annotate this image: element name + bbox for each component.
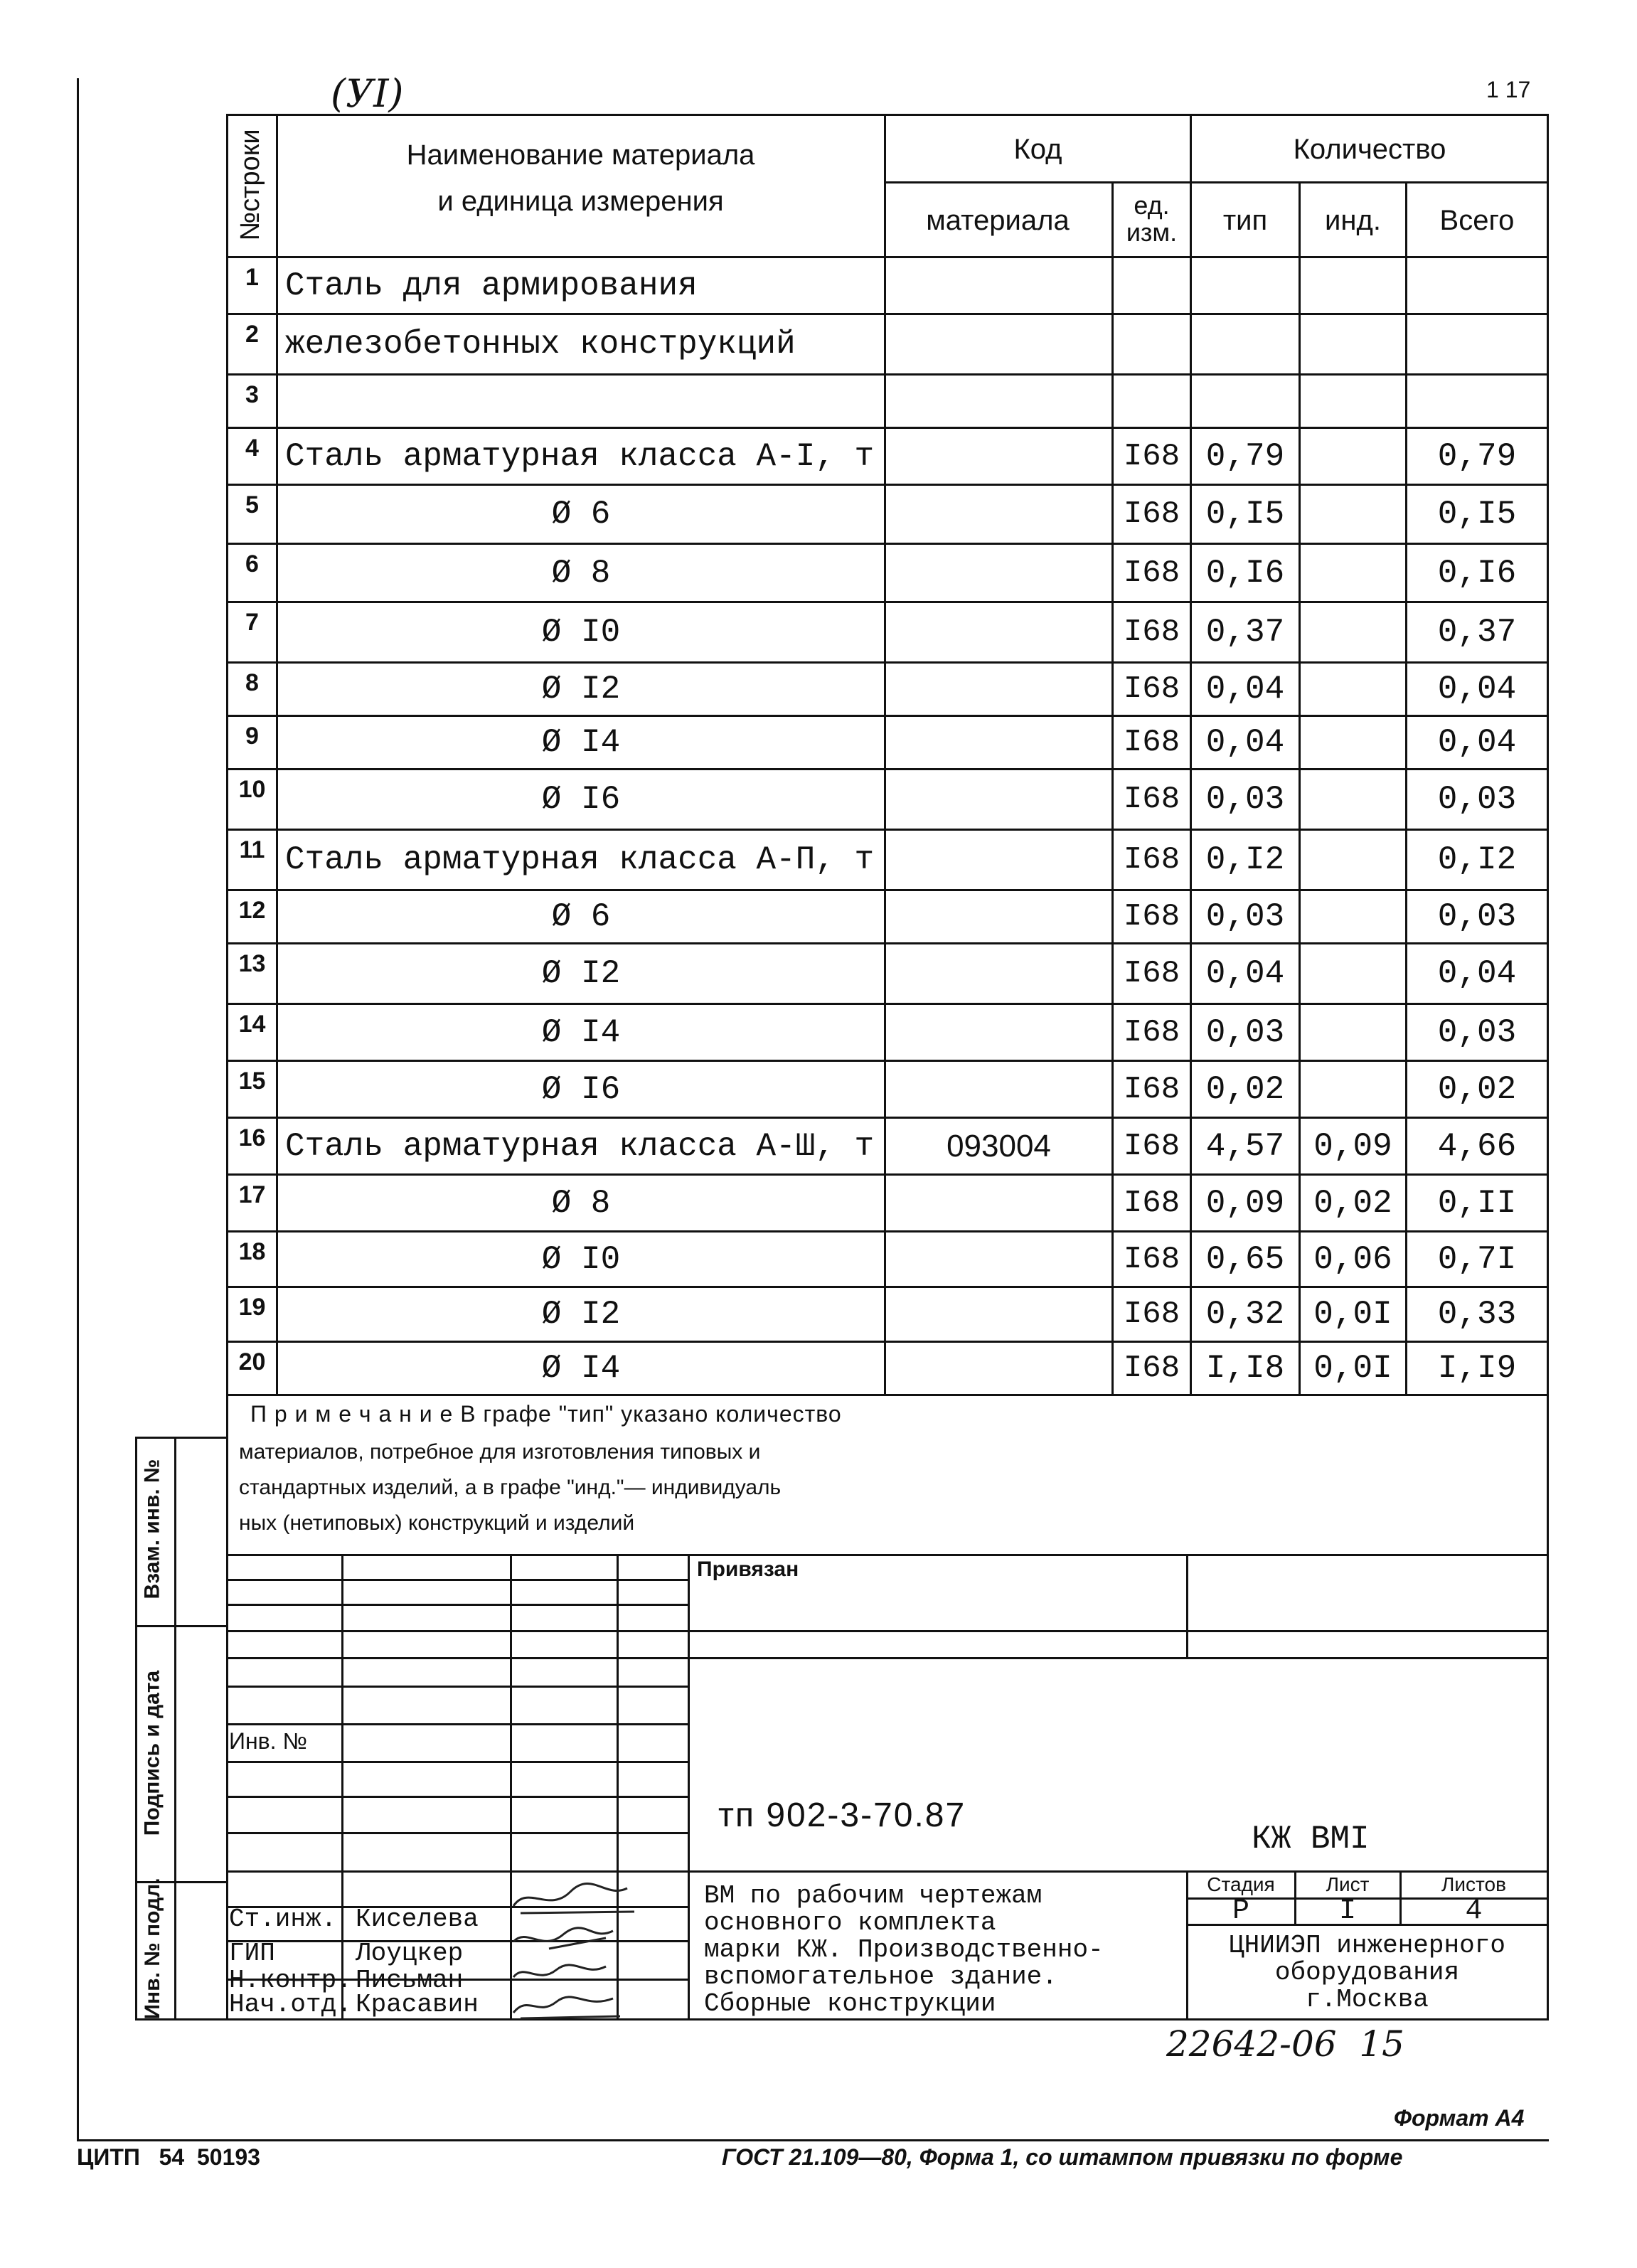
stage-label: Стадия	[1207, 1873, 1275, 1895]
row-qty-type: 0,32	[1205, 1296, 1285, 1333]
header-qty-total: Всего	[1439, 204, 1515, 236]
row-name: Сталь для армирования	[285, 267, 698, 304]
row-qty-total: 0,I5	[1437, 496, 1517, 533]
stamp-col-privyazan	[1186, 1554, 1188, 1657]
row-unit: I68	[1123, 1185, 1180, 1221]
title-line: вспомогательное здание.	[704, 1962, 1057, 1991]
stamp-row-8	[226, 1796, 688, 1798]
sheet-label: (УI)	[331, 71, 404, 116]
side-strip-top	[135, 1437, 226, 1439]
header-qty-type: тип	[1222, 204, 1268, 236]
row-code	[886, 1288, 1111, 1341]
row-qty-ind	[1301, 429, 1405, 484]
row-number: 9	[245, 723, 259, 750]
row-name: Ø I2	[541, 1296, 621, 1333]
row-unit: I68	[1123, 1128, 1180, 1164]
row-number: 4	[245, 435, 259, 462]
row-number: 13	[238, 950, 266, 977]
stamp-row-6	[226, 1723, 688, 1725]
signer-name: Письман	[356, 1966, 464, 1995]
signature-kiseleva	[513, 1884, 634, 1913]
row-qty-type: 0,03	[1205, 781, 1285, 818]
row-qty-type: 0,79	[1205, 437, 1285, 475]
row-unit: I68	[1123, 1297, 1180, 1332]
sheet-value: I	[1338, 1895, 1356, 1927]
row-qty-type: 0,03	[1205, 1013, 1285, 1051]
row-number: 7	[245, 609, 259, 636]
row-code	[886, 486, 1111, 543]
row-unit	[1114, 315, 1190, 373]
row-qty-ind: 0,09	[1313, 1127, 1392, 1165]
row-qty-ind	[1301, 486, 1405, 543]
row-qty-type: 4,57	[1205, 1127, 1285, 1165]
row-qty-ind	[1301, 944, 1405, 1003]
signer-role: Ст.инж.	[229, 1905, 337, 1934]
row-number: 5	[245, 491, 259, 518]
row-qty-total: 0,7I	[1437, 1240, 1517, 1278]
note-line-3: стандартных изделий, а в графе "инд."— индивидуаль	[239, 1476, 782, 1499]
row-unit: I68	[1123, 956, 1180, 991]
row-number: 6	[245, 550, 259, 577]
row-name: Ø I4	[541, 724, 621, 761]
header-code-unit: ед. изм.	[1126, 191, 1178, 247]
row-name: Ø I6	[541, 1070, 621, 1108]
row-unit: I68	[1123, 1241, 1180, 1277]
row-name: Ø 6	[551, 898, 611, 935]
org-line: г.Москва	[1306, 1985, 1429, 2014]
row-qty-total	[1407, 258, 1547, 313]
table-right	[1547, 114, 1549, 1394]
stamp-row-2	[226, 1604, 688, 1606]
row-unit: I68	[1123, 782, 1180, 817]
row-qty-total: 0,79	[1437, 437, 1517, 475]
row-qty-ind: 0,06	[1313, 1240, 1392, 1278]
row-name: Ø 8	[551, 554, 611, 592]
row-code	[886, 944, 1111, 1003]
row-number: 2	[245, 321, 259, 348]
stamp-row-1	[226, 1579, 688, 1581]
privyazan-label: Привязан	[697, 1558, 799, 1581]
drawing-mark: КЖ ВМI	[1252, 1821, 1370, 1858]
signature-krasavin	[513, 1997, 620, 2018]
row-qty-type: 0,02	[1205, 1070, 1285, 1108]
stamp-row-7	[226, 1761, 688, 1763]
inv-no-label: Инв. №	[229, 1728, 307, 1754]
row-qty-total: 4,66	[1437, 1127, 1517, 1165]
signer-role: Н.контр.	[229, 1966, 352, 1995]
row-qty-total: 0,03	[1437, 1013, 1517, 1051]
row-unit	[1114, 258, 1190, 313]
row-qty-total: 0,03	[1437, 781, 1517, 818]
row-qty-type: 0,37	[1205, 614, 1285, 651]
row-qty-total: I,I9	[1437, 1350, 1517, 1387]
table-top	[226, 114, 1549, 116]
stamp-left	[226, 1394, 228, 2020]
row-code	[886, 717, 1111, 768]
row-qty-ind	[1301, 717, 1405, 768]
row-qty-ind: 0,0I	[1313, 1296, 1392, 1333]
side-strip-left	[135, 1437, 137, 2020]
row-unit	[1114, 376, 1190, 427]
row-qty-type: 0,04	[1205, 671, 1285, 708]
row-number: 19	[238, 1294, 266, 1321]
row-qty-total: 0,02	[1437, 1070, 1517, 1108]
signature-pisman	[513, 1965, 606, 1977]
row-qty-total: 0,04	[1437, 955, 1517, 992]
row-code	[886, 831, 1111, 889]
row-name: Ø I6	[541, 781, 621, 818]
org-line: оборудования	[1274, 1958, 1460, 1987]
row-name: Ø I0	[541, 614, 621, 651]
title-line: ВМ по рабочим чертежам	[704, 1881, 1043, 1910]
row-qty-total: 0,I2	[1437, 841, 1517, 878]
row-qty-total: 0,03	[1437, 898, 1517, 935]
row-qty-total: 0,04	[1437, 724, 1517, 761]
row-code	[886, 603, 1111, 661]
row-qty-type: 0,03	[1205, 898, 1285, 935]
row-number: 3	[245, 381, 259, 408]
row-name: Ø 8	[551, 1184, 611, 1222]
signature-loutsker	[513, 1928, 613, 1949]
row-qty-ind	[1301, 1005, 1405, 1060]
side-label-vzam: Взам. инв. №	[140, 1459, 164, 1599]
row-code	[886, 258, 1111, 313]
row-qty-type: 0,I6	[1205, 554, 1285, 592]
corner-mark: 1 17	[1486, 77, 1531, 102]
format-label: Формат А4	[1394, 2105, 1525, 2131]
row-qty-ind	[1301, 545, 1405, 601]
header-name-line1: Наименование материала	[406, 139, 755, 171]
stage-value: Р	[1232, 1895, 1249, 1927]
row-qty-ind	[1301, 315, 1405, 373]
row-number: 17	[238, 1181, 266, 1208]
title-line: марки КЖ. Производственно-	[704, 1935, 1104, 1964]
signer-name: Красавин	[356, 1990, 479, 2019]
row-code	[886, 376, 1111, 427]
stamp-row-3	[226, 1630, 1549, 1632]
row-qty-total	[1407, 376, 1547, 427]
side-label-inv-podl: Инв. № подл.	[141, 1878, 164, 2020]
header-subline	[884, 181, 1549, 183]
row-name: железобетонных конструкций	[285, 326, 796, 363]
row-qty-ind: 0,0I	[1313, 1350, 1392, 1387]
row-qty-ind	[1301, 376, 1405, 427]
footer-left: ЦИТП 54 50193	[77, 2144, 260, 2170]
signer-name: Лоуцкер	[356, 1939, 464, 1968]
stamp-col-1	[341, 1554, 343, 2018]
row-name: Сталь арматурная класса А-П, т	[285, 841, 875, 878]
row-qty-total	[1407, 315, 1547, 373]
row-name: Ø I2	[541, 955, 621, 992]
side-strip-right	[174, 1437, 176, 2020]
row-code	[886, 891, 1111, 942]
row-number: 12	[238, 897, 266, 924]
row-qty-ind	[1301, 664, 1405, 715]
page-bottom-line	[77, 2139, 1549, 2141]
row-name: Сталь арматурная класса А-I, т	[285, 437, 875, 475]
row-qty-type	[1192, 315, 1299, 373]
row-qty-type	[1192, 376, 1299, 427]
sheets-label: Листов	[1441, 1873, 1506, 1895]
row-number: 10	[238, 776, 266, 803]
row-name: Ø I2	[541, 671, 621, 708]
row-qty-ind	[1301, 603, 1405, 661]
stamp-top	[226, 1554, 1549, 1556]
row-code	[886, 1343, 1111, 1394]
row-unit: I68	[1123, 496, 1180, 532]
row-code	[886, 664, 1111, 715]
row-unit: I68	[1123, 1014, 1180, 1050]
sheets-value: 4	[1465, 1895, 1483, 1927]
row-number: 16	[238, 1124, 266, 1151]
row-code: 093004	[947, 1128, 1051, 1164]
row-qty-ind	[1301, 770, 1405, 829]
stamp-right	[1547, 1394, 1549, 2020]
row-unit: I68	[1123, 671, 1180, 707]
row-name: Ø I0	[541, 1240, 621, 1278]
row-qty-total: 0,37	[1437, 614, 1517, 651]
stamp-row-5	[226, 1686, 688, 1688]
row-unit: I68	[1123, 1351, 1180, 1386]
row-qty-type: 0,04	[1205, 955, 1285, 992]
row-unit: I68	[1123, 725, 1180, 760]
table-bottom	[226, 1394, 1549, 1396]
row-qty-type: 0,09	[1205, 1184, 1285, 1222]
row-qty-ind: 0,02	[1313, 1184, 1392, 1222]
row-code	[886, 770, 1111, 829]
row-code	[886, 1233, 1111, 1286]
row-qty-ind	[1301, 1062, 1405, 1117]
org-line: ЦНИИЭП инженерного	[1229, 1931, 1505, 1960]
row-qty-type	[1192, 258, 1299, 313]
row-code	[886, 1005, 1111, 1060]
row-qty-total: 0,I6	[1437, 554, 1517, 592]
row-qty-type: 0,65	[1205, 1240, 1285, 1278]
row-code	[886, 545, 1111, 601]
row-unit: I68	[1123, 555, 1180, 591]
signer-role: ГИП	[229, 1939, 275, 1968]
row-number: 8	[245, 669, 259, 696]
row-unit: I68	[1123, 614, 1180, 650]
row-code	[886, 1176, 1111, 1230]
row-unit: I68	[1123, 1071, 1180, 1107]
note-line-2: материалов, потребное для изготовления типовых и	[239, 1440, 761, 1464]
header-row-no: №строки	[235, 129, 265, 241]
row-code	[886, 315, 1111, 373]
title-line: Сборные конструкции	[704, 1989, 996, 2018]
header-code-material: материала	[926, 204, 1070, 236]
sheet-label-cell: Лист	[1326, 1873, 1370, 1895]
row-qty-total: 0,04	[1437, 671, 1517, 708]
row-number: 11	[239, 836, 265, 863]
row-number: 20	[238, 1348, 266, 1375]
row-name	[278, 376, 884, 427]
row-unit: I68	[1123, 438, 1180, 474]
row-code	[886, 429, 1111, 484]
note-line-4: ных (нетиповых) конструкций и изделий	[239, 1511, 635, 1535]
header-name-line2: и единица измерения	[437, 185, 724, 217]
row-qty-type: 0,I5	[1205, 496, 1285, 533]
signer-role: Нач.отд.	[229, 1990, 352, 2019]
row-qty-total: 0,33	[1437, 1296, 1517, 1333]
row-name: Ø I4	[541, 1013, 621, 1051]
binding-line	[77, 78, 79, 2141]
stamp-row-4	[226, 1657, 1549, 1659]
side-label-podpis: Подпись и дата	[140, 1670, 164, 1836]
row-name: Сталь арматурная класса А-Ш, т	[285, 1127, 875, 1165]
row-number: 15	[238, 1068, 266, 1095]
row-name: Ø I4	[541, 1350, 621, 1387]
row-qty-type: 0,I2	[1205, 841, 1285, 878]
row-qty-ind	[1301, 258, 1405, 313]
side-strip-sep1	[135, 1625, 226, 1627]
stamp-row-9	[226, 1832, 688, 1834]
handwritten-number: 22642-06 15	[1166, 2023, 1404, 2065]
footer-right: ГОСТ 21.109—80, Форма 1, со штампом привязки по форме	[722, 2144, 1403, 2170]
row-qty-type: I,I8	[1205, 1350, 1285, 1387]
row-qty-total: 0,II	[1437, 1184, 1517, 1222]
signature-scribbles	[506, 1870, 691, 2027]
header-code: Код	[1013, 133, 1062, 165]
signer-name: Киселева	[356, 1905, 479, 1934]
row-unit: I68	[1123, 899, 1180, 935]
row-number: 18	[238, 1238, 266, 1265]
doc-code: тп 902-3-70.87	[718, 1796, 966, 1834]
header-qty: Количество	[1293, 133, 1446, 165]
row-code	[886, 1062, 1111, 1117]
header-qty-ind: инд.	[1325, 204, 1381, 236]
row-number: 14	[238, 1011, 266, 1038]
row-qty-ind	[1301, 831, 1405, 889]
row-qty-ind	[1301, 891, 1405, 942]
note-line-1: П р и м е ч а н и е В графе "тип" указано количество	[250, 1401, 842, 1427]
row-unit: I68	[1123, 842, 1180, 878]
row-name: Ø 6	[551, 496, 611, 533]
row-qty-type: 0,04	[1205, 724, 1285, 761]
title-line: основного комплекта	[704, 1908, 996, 1937]
row-number: 1	[245, 264, 259, 291]
